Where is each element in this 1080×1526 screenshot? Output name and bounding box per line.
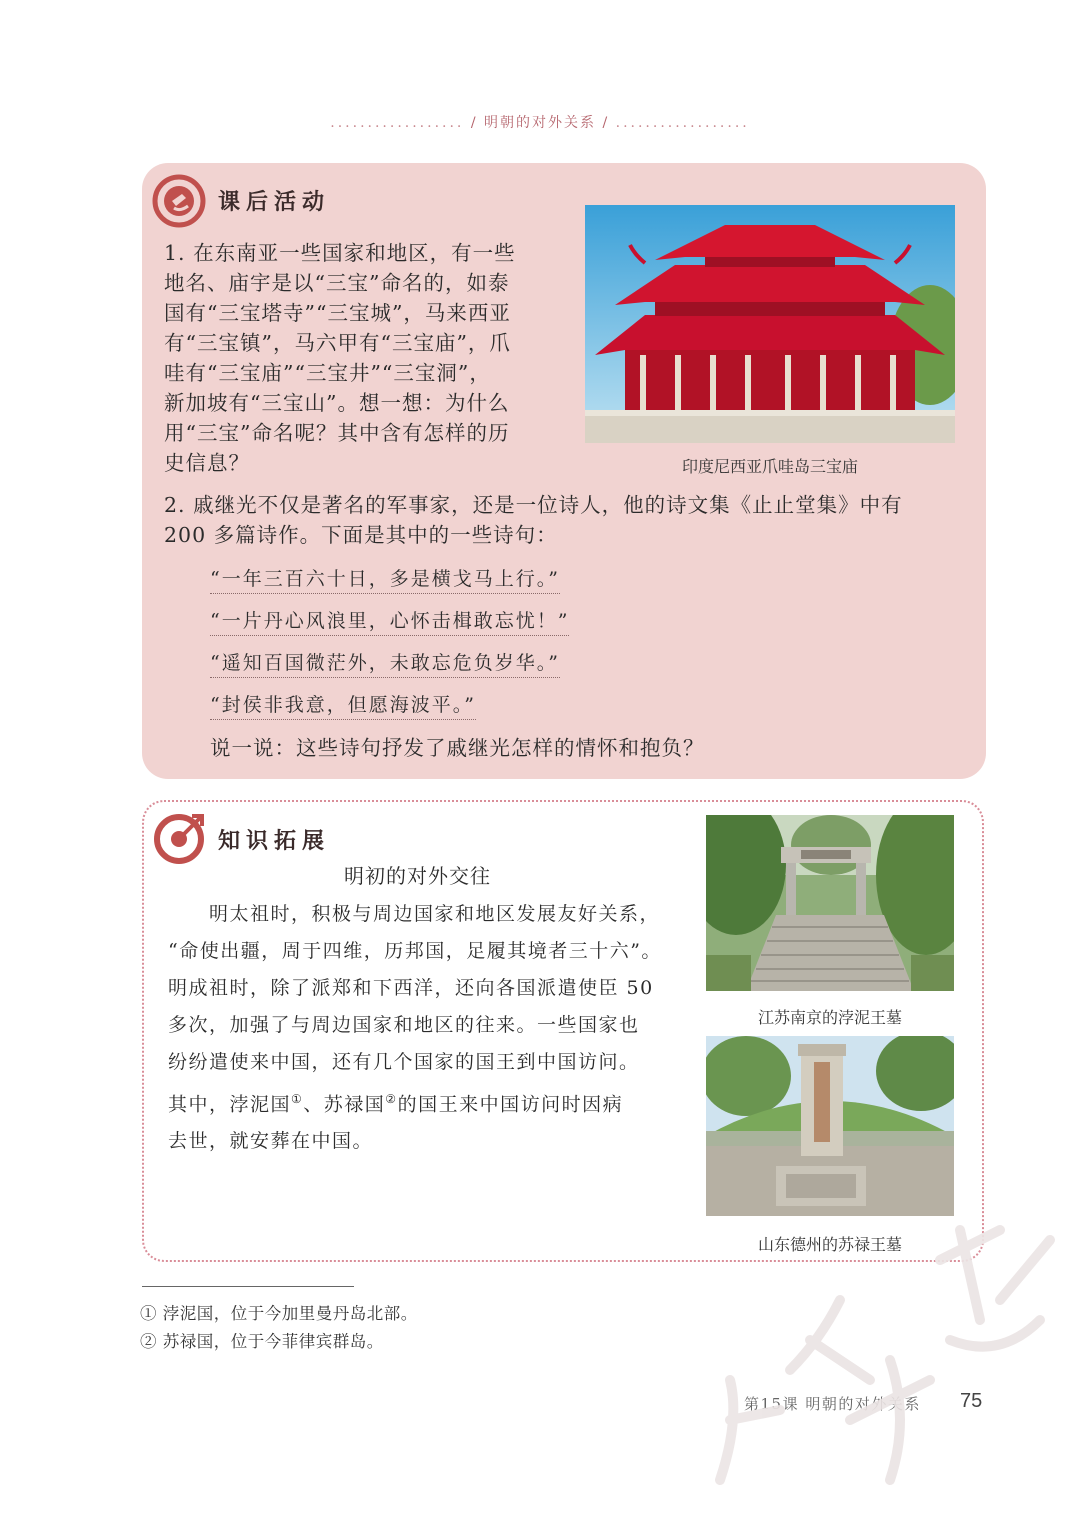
sulu-tomb-caption: 山东德州的苏禄王墓: [757, 1235, 902, 1254]
q1-line: 用“三宝”命名呢？其中含有怎样的历: [164, 421, 510, 445]
footnote-ref-2: ②: [385, 1092, 398, 1106]
boni-tomb-caption: 江苏南京的浡泥王墓: [757, 1008, 902, 1027]
temple-caption: 印度尼西亚爪哇岛三宝庙: [681, 457, 858, 476]
header-title: / 明朝的对外关系 /: [470, 115, 610, 131]
poem-line: “封侯非我意，但愿海波平。”: [210, 690, 476, 720]
footnote-1: ① 浡泥国，位于今加里曼丹岛北部。: [140, 1304, 418, 1323]
knowledge-title: 知识拓展: [218, 829, 331, 854]
q1-line: 有“三宝镇”，马六甲有“三宝庙”，爪: [164, 331, 511, 355]
discussion-prompt: 说一说：这些诗句抒发了戚继光怎样的情怀和抱负？: [210, 736, 705, 760]
q1-line: 国有“三宝塔寺”“三宝城”，马来西亚: [164, 301, 511, 325]
q1-line: 哇有“三宝庙”“三宝井”“三宝洞”，: [164, 361, 491, 385]
q1-line: 史信息？: [164, 451, 250, 475]
footer-lesson: 第15课 明朝的对外关系: [744, 1395, 921, 1413]
q2-line: 2. 戚继光不仅是著名的军事家，还是一位诗人，他的诗文集《止止堂集》中有: [164, 493, 903, 517]
footnote-2: ② 苏禄国，位于今菲律宾群岛。: [140, 1332, 384, 1351]
q1-line: 地名、庙宇是以“三宝”命名的，如泰: [164, 271, 510, 295]
page-number: 75: [960, 1390, 983, 1412]
sulu-tomb-photo: [706, 1036, 954, 1216]
footnote-ref-1: ①: [291, 1092, 304, 1106]
activity-icon: [152, 174, 206, 228]
boni-tomb-photo: [706, 815, 954, 991]
body-line: 明成祖时，除了派郑和下西洋，还向各国派遣使臣 50: [168, 977, 654, 999]
body-line: [168, 1081, 682, 1123]
running-header: [0, 112, 1080, 132]
footnote-divider: [142, 1286, 354, 1287]
body-text-span: 其中，浡泥国: [168, 1093, 292, 1116]
body-line: 多次，加强了与周边国家和地区的往来。一些国家也: [168, 1014, 640, 1036]
poem-line: “一年三百六十日，多是横戈马上行。”: [210, 564, 560, 594]
body-line: 去世，就安葬在中国。: [168, 1130, 374, 1153]
q2-line: 200 多篇诗作。下面是其中的一些诗句：: [164, 523, 558, 547]
q1-line: 新加坡有“三宝山”。想一想：为什么: [164, 391, 510, 415]
body-text-span: 、苏禄国: [303, 1093, 386, 1116]
poem-line: “遥知百国微茫外，未敢忘危负岁华。”: [210, 648, 560, 678]
q1-line: 1. 在东南亚一些国家和地区，有一些: [164, 241, 516, 265]
activity-box: [142, 163, 986, 779]
knowledge-body: [168, 896, 682, 1160]
temple-photo: [585, 205, 955, 443]
body-text-span: 的国王来中国访问时因病: [397, 1093, 624, 1116]
body-line: “命使出疆，周于四维，历邦国，足履其境者三十六”。: [168, 940, 662, 962]
knowledge-subheading: 明初的对外交往: [344, 864, 491, 888]
body-line: 纷纷遣使来中国，还有几个国家的国王到中国访问。: [168, 1051, 640, 1073]
body-line: 明太祖时，积极与周边国家和地区发展友好关系，: [168, 903, 661, 925]
header-dots-right: ..................: [615, 115, 750, 131]
knowledge-icon: [152, 812, 206, 866]
header-dots-left: ..................: [330, 115, 465, 131]
activity-title: 课后活动: [218, 190, 331, 215]
knowledge-box: [142, 800, 984, 1262]
poem-line: “一片丹心风浪里，心怀击楫敢忘忧！”: [210, 606, 569, 636]
